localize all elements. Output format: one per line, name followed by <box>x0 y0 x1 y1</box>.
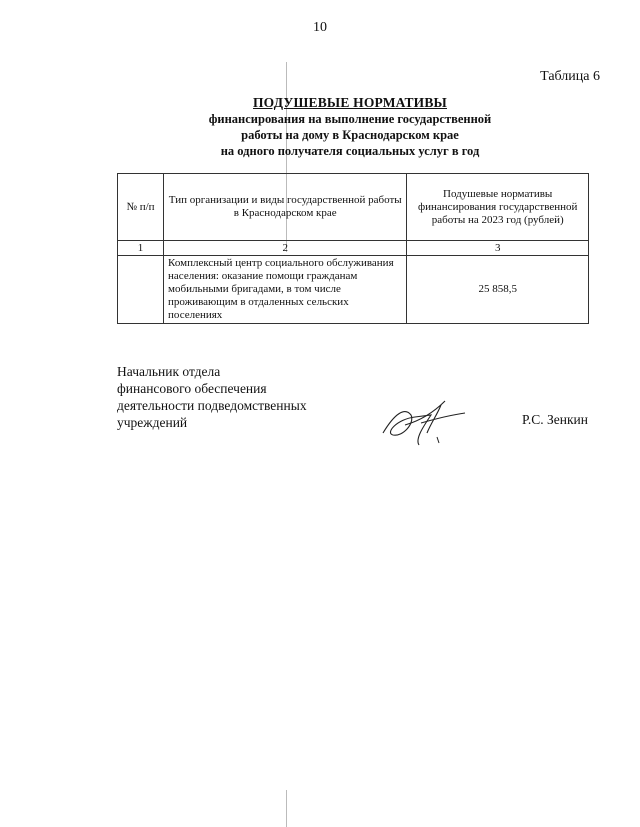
table-label: Таблица 6 <box>540 69 600 84</box>
signer-position <box>117 363 307 431</box>
signer-name: Р.С. Зенкин <box>522 412 588 427</box>
norms-table <box>117 173 589 324</box>
column-number-row <box>118 241 589 256</box>
header-num: № п/п <box>118 174 164 241</box>
column-number-3: 3 <box>407 241 589 256</box>
page-number: 10 <box>313 20 327 35</box>
title-line-1: финансирования на выполнение государственной <box>208 112 492 126</box>
title-line-2: работы на дому в Краснодарском крае <box>241 128 459 142</box>
signer-position-line-2: финансового обеспечения <box>117 381 267 396</box>
row-type-cell: Комплексный центр социального обслуживания населения: оказание помощи гражданам мобильными бригадами, в том числе проживающим в отдаленных сельских поселениях <box>164 256 407 324</box>
handwritten-signature <box>375 393 470 455</box>
signer-position-line-4: учреждений <box>117 415 188 430</box>
table-row <box>118 256 589 324</box>
column-number-1: 1 <box>118 241 164 256</box>
document-title: ПОДУШЕВЫЕ НОРМАТИВЫ <box>252 95 448 110</box>
row-norm-cell: 25 858,5 <box>407 256 589 324</box>
header-type: Тип организации и виды государственной работы в Краснодарском крае <box>164 174 407 241</box>
header-norm: Подушевые нормативы финансирования государственной работы на 2023 год (рублей) <box>407 174 589 241</box>
row-num-cell <box>118 256 164 324</box>
title-block <box>120 95 580 159</box>
table-header-row <box>118 174 589 241</box>
column-number-2: 2 <box>164 241 407 256</box>
title-line-3: на одного получателя социальных услуг в год <box>220 144 480 158</box>
signer-position-line-3: деятельности подведомственных <box>117 398 307 413</box>
scan-artifact-line-bottom <box>286 790 287 827</box>
signer-position-line-1: Начальник отдела <box>117 364 221 379</box>
